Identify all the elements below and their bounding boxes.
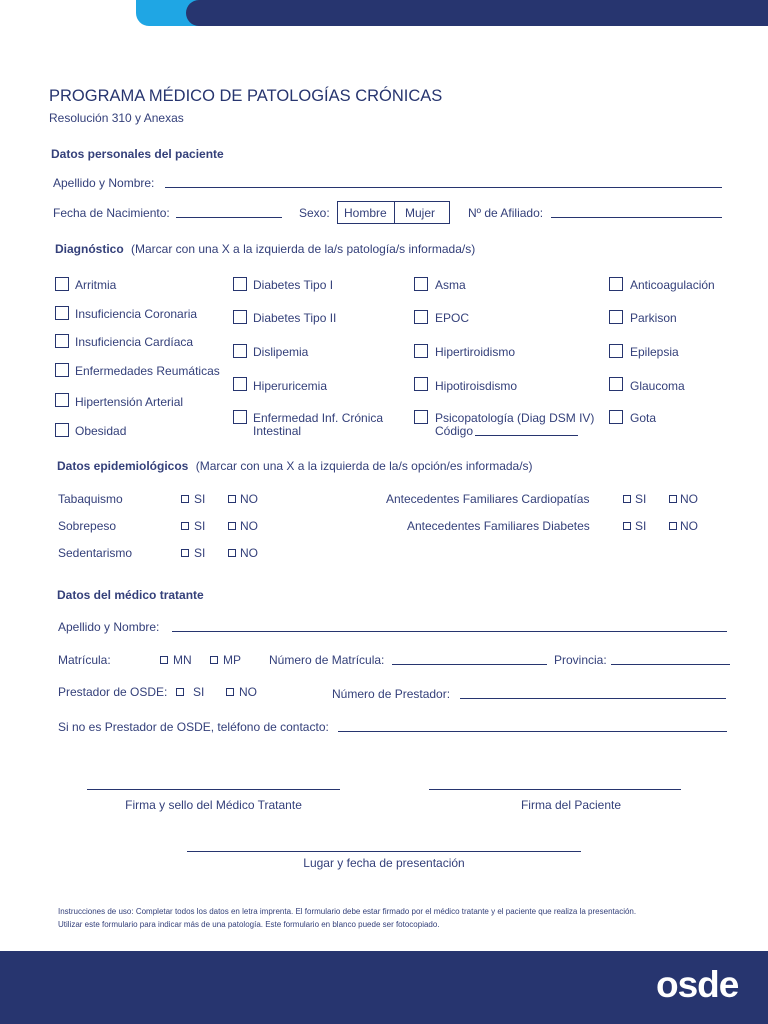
checkbox-sedentarismo-no[interactable]: [228, 549, 236, 557]
place-date-line[interactable]: [187, 851, 581, 852]
checkbox-diabetes-tipo-2[interactable]: [233, 310, 247, 324]
checkbox-glaucoma[interactable]: [609, 377, 623, 391]
checkbox-cardiopatias-no[interactable]: [669, 495, 677, 503]
matricula-label: Matrícula:: [58, 653, 111, 667]
diag-label-epilepsia: Epilepsia: [630, 345, 679, 359]
affiliate-field[interactable]: [551, 217, 722, 218]
epi-label-sedentarismo: Sedentarismo: [58, 546, 133, 560]
diagnosis-instruction: (Marcar con una X a la izquierda de la/s patología/s informada/s): [131, 242, 476, 256]
checkbox-ant-diabetes-si[interactable]: [623, 522, 631, 530]
diag-label-gota: Gota: [630, 411, 657, 425]
diag-label-parkison: Parkison: [630, 311, 677, 325]
diag-label-enfermedad-inf-cronica: Enfermedad Inf. Crónica: [253, 411, 384, 425]
diag-label-insuficiencia-coronaria: Insuficiencia Coronaria: [75, 307, 198, 321]
patient-signature-line[interactable]: [429, 789, 681, 790]
sex-label: Sexo:: [299, 206, 330, 220]
instructions-line-1: Instrucciones de uso: Completar todos los datos en letra imprenta. El formulario debe estar firmado por el médico tratante y el paciente que realiza la presentación.: [58, 907, 637, 916]
prestador-si-label: SI: [193, 685, 205, 699]
diag-label-epoc: EPOC: [435, 311, 470, 325]
num-matricula-field[interactable]: [392, 664, 547, 665]
mp-label: MP: [223, 653, 241, 667]
diag-label-diabetes-tipo-1: Diabetes Tipo I: [253, 278, 334, 292]
checkbox-ant-diabetes-no[interactable]: [669, 522, 677, 530]
codigo-field[interactable]: [475, 435, 578, 436]
sex-divider: [394, 201, 395, 224]
patient-name-field[interactable]: [165, 187, 722, 188]
birth-date-field[interactable]: [176, 217, 282, 218]
checkbox-insuficiencia-cardiaca[interactable]: [55, 334, 69, 348]
contact-label: Si no es Prestador de OSDE, teléfono de contacto:: [58, 720, 329, 734]
checkbox-hipertiroidismo[interactable]: [414, 344, 428, 358]
provincia-label: Provincia:: [554, 653, 607, 667]
contact-field[interactable]: [338, 731, 727, 732]
diag-label-dislipemia: Dislipemia: [253, 345, 309, 359]
diag-label-hipertension-arterial: Hipertensión Arterial: [75, 395, 184, 409]
checkbox-mp[interactable]: [210, 656, 218, 664]
checkbox-prestador-si[interactable]: [176, 688, 184, 696]
checkbox-hiperuricemia[interactable]: [233, 377, 247, 391]
epi-heading: Datos epidemiológicos: [57, 459, 189, 473]
checkbox-hipotiroidismo[interactable]: [414, 377, 428, 391]
checkbox-parkison[interactable]: [609, 310, 623, 324]
diag-label-asma: Asma: [435, 278, 466, 292]
num-prestador-label: Número de Prestador:: [332, 687, 451, 701]
tabaquismo-no-label: NO: [240, 492, 258, 506]
doctor-heading: Datos del médico tratante: [57, 588, 204, 602]
diag-label-hipertiroidismo: Hipertiroidismo: [435, 345, 516, 359]
diagnosis-heading: Diagnóstico: [55, 242, 124, 256]
checkbox-sobrepeso-si[interactable]: [181, 522, 189, 530]
instructions-line-2: Utilizar este formulario para indicar más de una patología. Este formulario en blanco puede ser fotocopiado.: [58, 920, 440, 929]
diag-label-hipotiroidismo: Hipotiroisdismo: [435, 379, 518, 393]
diag-label-insuficiencia-cardiaca: Insuficiencia Cardíaca: [75, 335, 194, 349]
checkbox-diabetes-tipo-1[interactable]: [233, 277, 247, 291]
ant-diabetes-si-label: SI: [635, 519, 647, 533]
checkbox-prestador-no[interactable]: [226, 688, 234, 696]
checkbox-anticoagulacion[interactable]: [609, 277, 623, 291]
checkbox-enfermedad-inf-cronica[interactable]: [233, 410, 247, 424]
epi-label-tabaquismo: Tabaquismo: [58, 492, 123, 506]
diag-label-diabetes-tipo-2: Diabetes Tipo II: [253, 311, 337, 325]
diag-label-arritmia: Arritmia: [75, 278, 117, 292]
checkbox-sobrepeso-no[interactable]: [228, 522, 236, 530]
diag-label-hiperuricemia: Hiperuricemia: [253, 379, 328, 393]
diag-label-glaucoma: Glaucoma: [630, 379, 685, 393]
sex-option-male[interactable]: Hombre: [344, 206, 387, 220]
sedentarismo-no-label: NO: [240, 546, 258, 560]
diag-label-codigo: Código: [435, 424, 474, 438]
epi-instruction: (Marcar con una X a la izquierda de la/s opción/es informada/s): [195, 459, 533, 473]
affiliate-label: Nº de Afiliado:: [468, 206, 544, 220]
checkbox-sedentarismo-si[interactable]: [181, 549, 189, 557]
epi-label-ant-diabetes: Antecedentes Familiares Diabetes: [407, 519, 590, 533]
tabaquismo-si-label: SI: [194, 492, 206, 506]
diag-label-intestinal: Intestinal: [253, 424, 302, 438]
epi-label-sobrepeso: Sobrepeso: [58, 519, 117, 533]
cardiopatias-si-label: SI: [635, 492, 647, 506]
patient-name-label: Apellido y Nombre:: [53, 176, 155, 190]
footer-bar: [0, 951, 768, 1024]
cardiopatias-no-label: NO: [680, 492, 698, 506]
doctor-name-field[interactable]: [172, 631, 727, 632]
mn-label: MN: [173, 653, 192, 667]
form-title: PROGRAMA MÉDICO DE PATOLOGÍAS CRÓNICAS: [49, 87, 443, 105]
checkbox-epilepsia[interactable]: [609, 344, 623, 358]
diagnosis-heading-line: [55, 242, 475, 256]
checkbox-obesidad[interactable]: [55, 423, 69, 437]
checkbox-epoc[interactable]: [414, 310, 428, 324]
checkbox-insuficiencia-coronaria[interactable]: [55, 306, 69, 320]
doctor-signature-line[interactable]: [87, 789, 340, 790]
epi-label-ant-cardiopatias: Antecedentes Familiares Cardiopatías: [386, 492, 590, 506]
diag-label-psicopatologia: Psicopatología (Diag DSM IV): [435, 411, 595, 425]
prestador-no-label: NO: [239, 685, 257, 699]
place-date-label: Lugar y fecha de presentación: [303, 856, 465, 870]
checkbox-tabaquismo-si[interactable]: [181, 495, 189, 503]
checkbox-arritmia[interactable]: [55, 277, 69, 291]
checkbox-asma[interactable]: [414, 277, 428, 291]
personal-heading: Datos personales del paciente: [51, 147, 224, 161]
doctor-signature-label: Firma y sello del Médico Tratante: [125, 798, 302, 812]
checkbox-hipertension-arterial[interactable]: [55, 393, 69, 407]
diag-label-anticoagulacion: Anticoagulación: [630, 278, 715, 292]
checkbox-gota[interactable]: [609, 410, 623, 424]
checkbox-tabaquismo-no[interactable]: [228, 495, 236, 503]
checkbox-mn[interactable]: [160, 656, 168, 664]
osde-logo: osde: [656, 964, 739, 1005]
doctor-name-label: Apellido y Nombre:: [58, 620, 160, 634]
diag-label-enfermedades-reumaticas: Enfermedades Reumáticas: [75, 364, 220, 378]
sex-option-female[interactable]: Mujer: [405, 206, 436, 220]
num-prestador-field[interactable]: [460, 698, 726, 699]
num-matricula-label: Número de Matrícula:: [269, 653, 385, 667]
prestador-label: Prestador de OSDE:: [58, 685, 168, 699]
sedentarismo-si-label: SI: [194, 546, 206, 560]
checkbox-dislipemia[interactable]: [233, 344, 247, 358]
checkbox-psicopatologia[interactable]: [414, 410, 428, 424]
sobrepeso-no-label: NO: [240, 519, 258, 533]
provincia-field[interactable]: [611, 664, 730, 665]
diag-label-obesidad: Obesidad: [75, 424, 127, 438]
ant-diabetes-no-label: NO: [680, 519, 698, 533]
epi-heading-line: [57, 459, 533, 473]
birth-date-label: Fecha de Nacimiento:: [53, 206, 170, 220]
sobrepeso-si-label: SI: [194, 519, 206, 533]
patient-signature-label: Firma del Paciente: [520, 798, 622, 812]
form-subtitle: Resolución 310 y Anexas: [49, 111, 184, 125]
checkbox-cardiopatias-si[interactable]: [623, 495, 631, 503]
top-accent-dark: [186, 0, 768, 26]
checkbox-enfermedades-reumaticas[interactable]: [55, 363, 69, 377]
